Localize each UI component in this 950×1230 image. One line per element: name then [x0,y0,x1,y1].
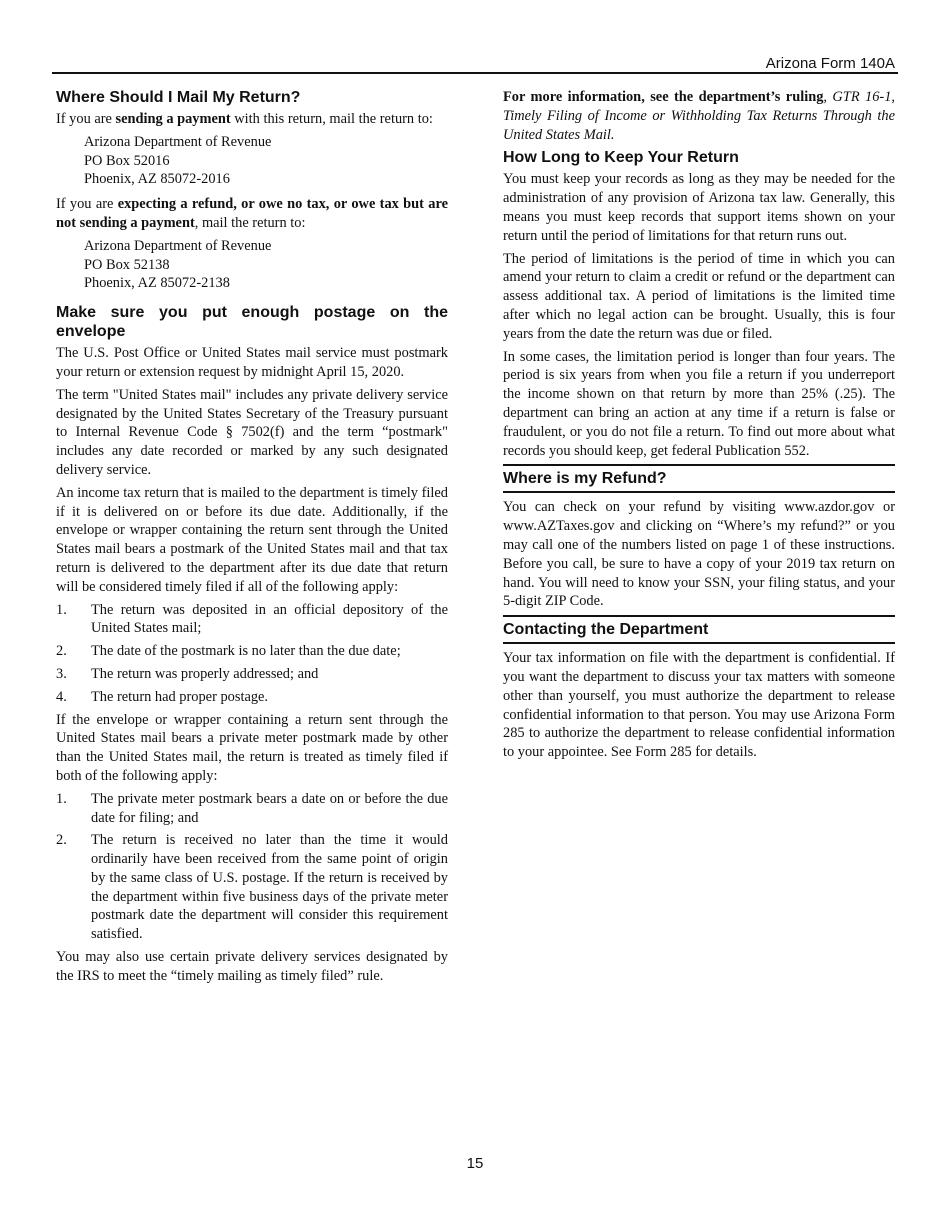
list-item: 4. The return had proper postage. [56,688,269,705]
list-item: 1. The return was deposited in an official depository of the United States mail; [56,601,448,637]
private-meter-paragraph: If the envelope or wrapper containing a return sent through the United States mail bears a private meter postmark made by other than the United States mail, the return is treated as timely filed if both of the following apply: [56,711,448,784]
extended-limitation-paragraph: In some cases, the limitation period is longer than four years. The period is six years from when you file a return if you underreport the income shown on that return by more than 25% (.25). The department can bring an action at any time if a return is false or fraudulent, or you do not file a return. To find out more about what records you should keep, get federal Publication 552. [503,348,895,459]
right-column [503,88,895,766]
timely-filed-paragraph: An income tax return that is mailed to the department is timely filed if it is delivered on or before its due date. Additionally, if the envelope or wrapper containing the return sent through the United States mail bears a postmark of the United States mail and that tax return is delivered to the department after its due date that return will be considered timely filed if all of the following apply: [56,484,448,595]
ruling-paragraph: For more information, see the department’s ruling, GTR 16-1, Timely Filing of Income or Withholding Tax Returns Through the United States Mail. [503,89,895,143]
left-column [56,88,448,990]
form-title: Arizona Form 140A [765,55,895,72]
private-delivery-paragraph: You may also use certain private delivery services designated by the IRS to meet the “timely mailing as timely filed” rule. [56,949,448,984]
payment-paragraph: If you are sending a payment with this return, mail the return to: [56,111,433,127]
mail-heading: Where Should I Mail My Return? [56,89,301,106]
postage-heading: Make sure you put enough postage on the envelope [56,304,448,341]
list-item: 3. The return was properly addressed; and [56,665,319,682]
header-rule [52,72,898,74]
keep-records-paragraph: You must keep your records as long as they may be needed for the administration of any provision of Arizona tax law. Generally, this means you must keep records that support items shown on your return until the period of limitations for that return runs out. [503,171,895,244]
list-item: 2. The date of the postmark is no later than the due date; [56,643,401,660]
us-mail-definition-paragraph: The term "United States mail" includes any private delivery service designated by the United States Secretary of the Treasury pursuant to Internal Revenue Code § 7502(f) and the term “postmark" includes any date recorded or marked by any such designated delivery service. [56,386,448,478]
postmark-paragraph: The U.S. Post Office or United States mail service must postmark your return or extension request by midnight April 15, 2020. [56,345,448,380]
refund-heading: Where is my Refund? [503,470,667,488]
private-meter-conditions-list [56,790,448,944]
keep-return-heading: How Long to Keep Your Return [503,149,739,167]
contact-heading: Contacting the Department [503,621,709,639]
limitations-paragraph: The period of limitations is the period of time in which you can amend your return to claim a credit or refund or the department can assess additional tax. A period of limitations is the limited time after which no legal action can be brought. Usually, this is four years from the date the return was due or filed. [503,250,895,342]
contact-heading-box [503,615,895,644]
refund-mail-paragraph: If you are expecting a refund, or owe no tax, or owe tax but are not sending a payment, mail the return to: [56,196,448,231]
page-number: 15 [466,1155,484,1172]
refund-paragraph: You can check on your refund by visiting www.azdor.gov or www.AZTaxes.gov and clicking on “Where’s my refund?” or you may call one of the numbers listed on page 1 of these instructions. Before you call, be sure to have a copy of your 2019 tax return on hand. You will need to know your SSN, your filing status, and your 5-digit ZIP Code. [503,499,895,610]
refund-heading-box [503,464,895,493]
contact-paragraph: Your tax information on file with the department is confidential. If you want the department to discuss your tax matters with someone other than yourself, you must authorize the department to release confidential information to that person. You may use Arizona Form 285 to authorize the department to release confidential information to your appointee. See Form 285 for details. [503,650,895,761]
timely-filed-conditions-list [56,601,448,707]
payment-address: Arizona Department of Revenue PO Box 52016 Phoenix, AZ 85072-2016 [84,133,272,188]
list-item: 2. The return is received no later than the time it would ordinarily have been received from the same point of origin by the same class of U.S. postage. If the return is received by the department within five business days of the private meter postmark date the department will consider this requirement satisfied. [56,832,448,943]
list-item: 1. The private meter postmark bears a date on or before the due date for filing; and [56,790,448,826]
refund-address: Arizona Department of Revenue PO Box 52138 Phoenix, AZ 85072-2138 [84,237,272,292]
